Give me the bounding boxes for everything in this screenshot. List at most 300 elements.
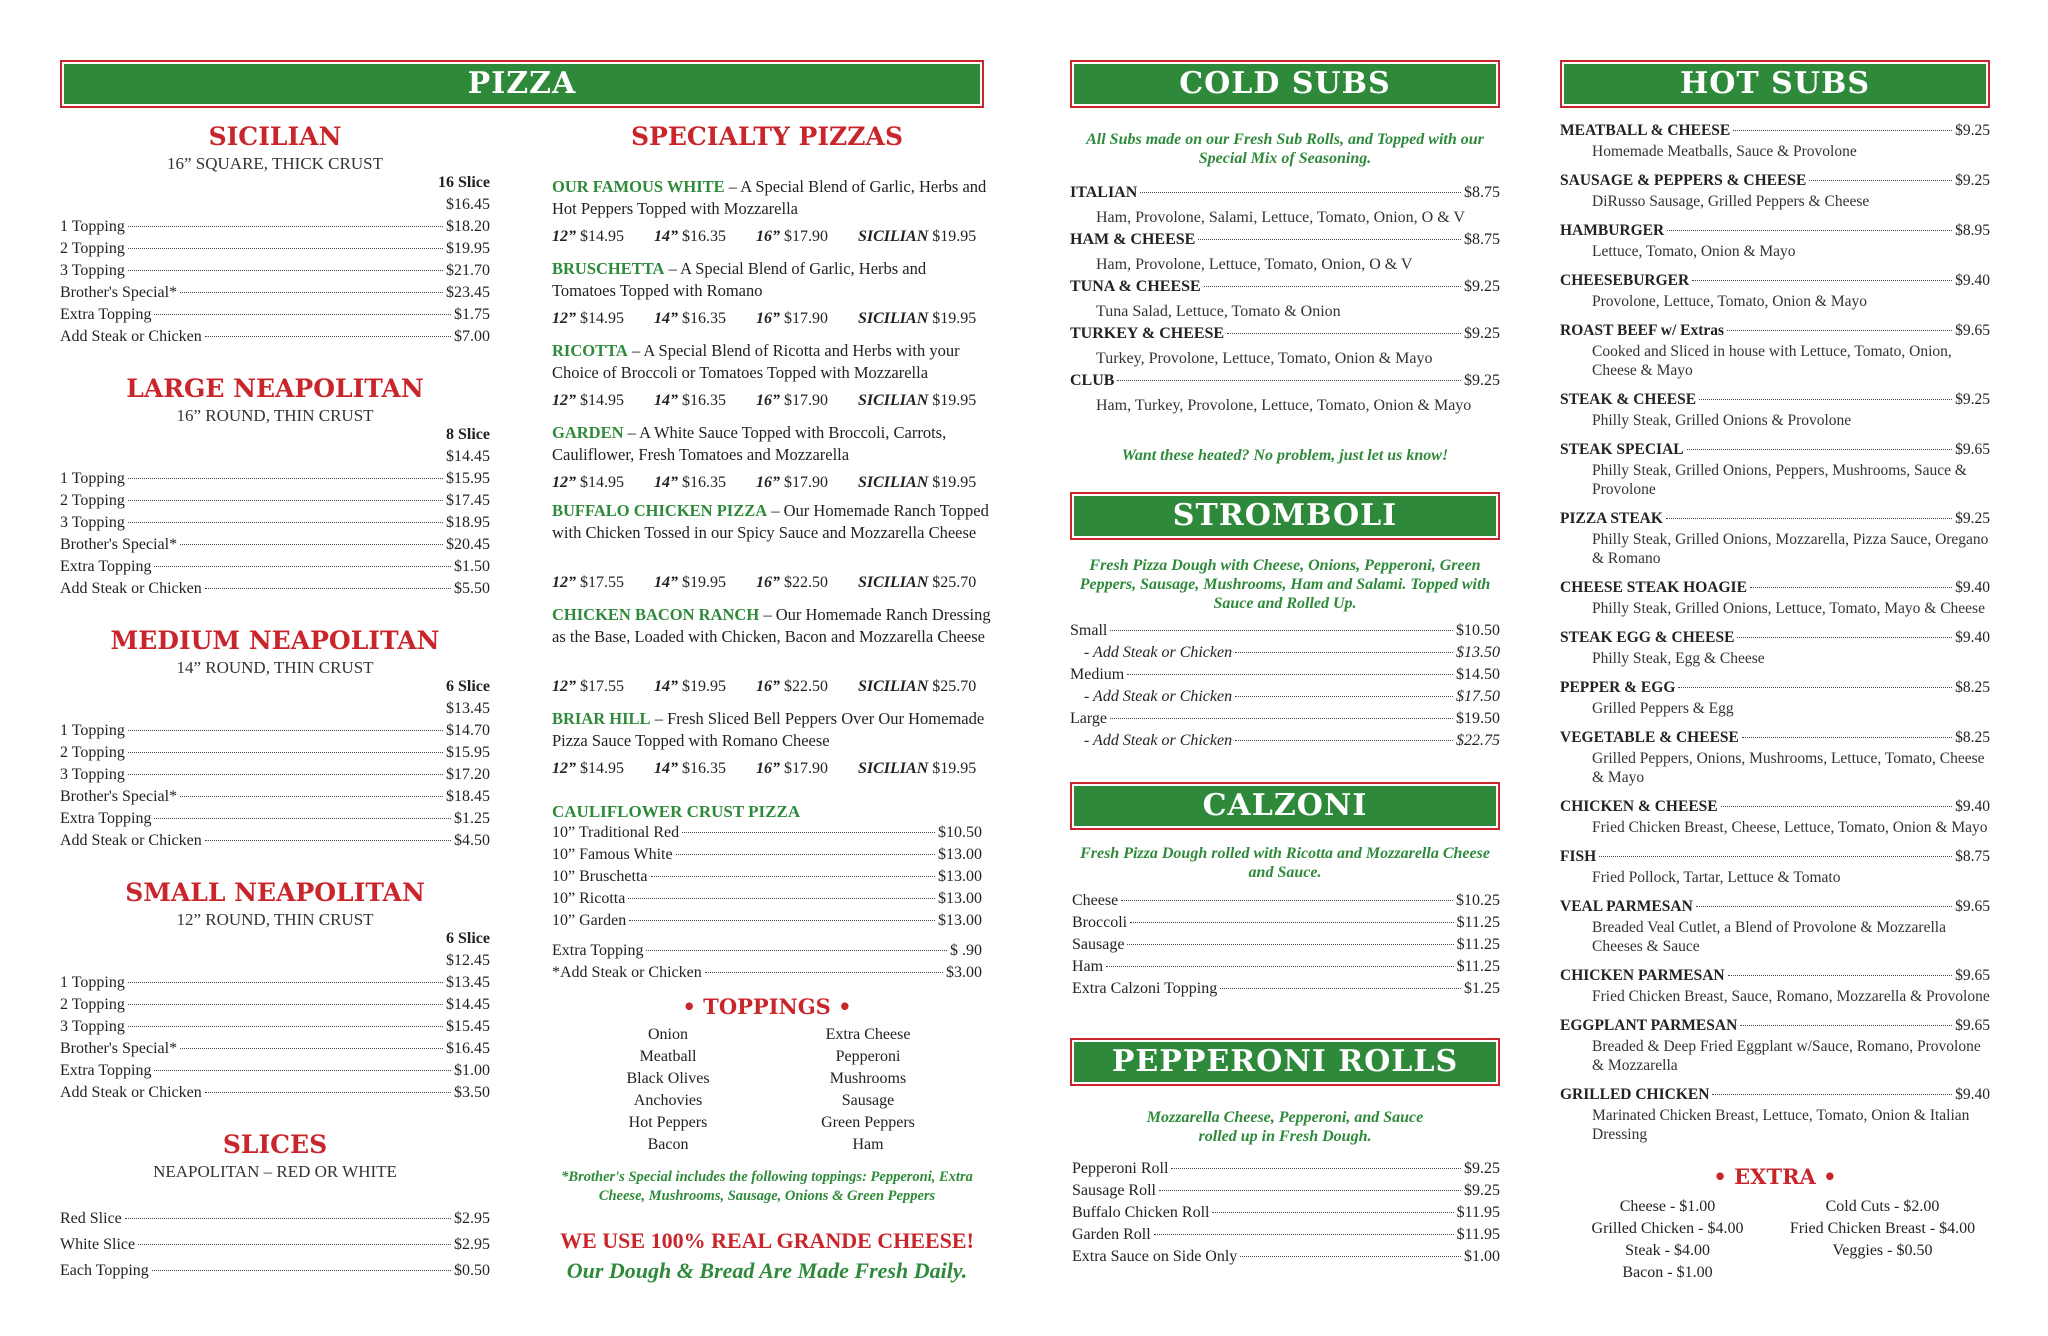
sicilian-row-price: $23.45 (446, 284, 490, 301)
specialty-price: $19.95 (932, 228, 977, 245)
specialty-price: $19.95 (682, 678, 726, 695)
sicilian-row-leader (180, 292, 443, 293)
small-row-label: Extra Topping (60, 1062, 152, 1079)
small-row-label: 3 Topping (60, 1018, 125, 1035)
specialty-size-label: SICILIAN (858, 474, 929, 491)
cauliflower-extra-row-label: Extra Topping (552, 942, 644, 959)
pepperoni-roll-row-label: Sausage Roll (1072, 1182, 1156, 1199)
large-row-label: 3 Topping (60, 514, 125, 531)
specialty-price: $17.55 (580, 574, 624, 591)
specialty-item-name: CHICKEN BACON RANCH (552, 605, 760, 624)
sicilian-row-leader (205, 336, 451, 337)
specialty-size-label: 14” (654, 392, 678, 409)
large-row-leader (154, 566, 451, 567)
cauliflower-row (552, 890, 982, 912)
medium-row-label: 2 Topping (60, 744, 125, 761)
specialty-item-prices (552, 228, 982, 246)
specialty-price: $16.35 (682, 392, 726, 409)
hot-sub-desc: Breaded & Deep Fried Eggplant w/Sauce, Romano, Provolone & Mozzarella (1592, 1038, 1981, 1074)
hot-sub-row (1560, 579, 1990, 601)
specialty-price: $17.90 (784, 310, 828, 327)
hot-sub-name: EGGPLANT PARMESAN (1560, 1017, 1738, 1034)
cauliflower-row-leader (629, 920, 935, 921)
pepperoni-roll-row-leader (1212, 1212, 1453, 1213)
stromboli-note: Fresh Pizza Dough with Cheese, Onions, Pepperoni, Green Peppers, Sausage, Mushrooms, Ham and Salami. Topped with Sauce and Rolled Up. (1079, 557, 1491, 612)
sicilian-row-price: $19.95 (446, 240, 490, 257)
stromboli-row-label: Small (1070, 622, 1108, 639)
specialty-item-prices (552, 392, 982, 410)
large-row-leader (180, 544, 443, 545)
specialty-size-label: 16” (756, 574, 780, 591)
medium-row-leader (154, 818, 451, 819)
pepperoni-roll-row-price: $11.95 (1456, 1204, 1500, 1221)
cold-sub-desc: Ham, Turkey, Provolone, Lettuce, Tomato, Onion & Mayo (1096, 397, 1472, 414)
cold-sub-row (1070, 278, 1500, 300)
specialty-price-cell (552, 310, 654, 328)
hot-sub-row (1560, 122, 1990, 144)
hot-sub-row (1560, 629, 1990, 651)
fresh-dough-note: Our Dough & Bread Are Made Fresh Daily. (566, 1258, 968, 1283)
hot-sub-desc: Philly Steak, Grilled Onions & Provolone (1592, 412, 1852, 429)
stromboli-row (1070, 622, 1500, 644)
small-row (60, 1018, 490, 1040)
calzoni-row (1072, 936, 1500, 958)
hot-sub-leader (1809, 180, 1952, 181)
specialty-price-cell (552, 760, 654, 778)
hot-sub-price: $8.25 (1955, 729, 1990, 746)
pepperoni-roll-row-leader (1159, 1190, 1461, 1191)
calzoni-row (1072, 914, 1500, 936)
large-row (60, 558, 490, 580)
small-title: SMALL NEAPOLITAN (125, 878, 425, 907)
extras-grid (1560, 1196, 1990, 1284)
small-row-label: Add Steak or Chicken (60, 1084, 202, 1101)
cauliflower-row-leader (651, 876, 935, 877)
hot-sub-row (1560, 798, 1990, 820)
stromboli-row (1084, 732, 1500, 754)
specialty-size-label: 16” (756, 678, 780, 695)
specialty-price: $17.90 (784, 228, 828, 245)
pepperoni-roll-row-price: $9.25 (1464, 1160, 1500, 1177)
hot-sub-leader (1599, 856, 1952, 857)
specialty-size-label: 12” (552, 392, 576, 409)
hot-subs-banner: HOT SUBS (1560, 60, 1990, 108)
pepperoni-roll-row-label: Extra Sauce on Side Only (1072, 1248, 1238, 1265)
cauliflower-row-price: $13.00 (938, 868, 982, 885)
medium-row-price: $14.70 (446, 722, 490, 739)
specialty-price-cell (756, 574, 858, 592)
toppings-title: • TOPPINGS • (682, 994, 852, 1019)
specialty-price: $16.35 (682, 760, 726, 777)
specialty-item-desc: – A Special Blend of Ricotta and Herbs with your Choice of Broccoli or Tomatoes Topped with Mozzarella (552, 341, 960, 382)
specialty-size-label: SICILIAN (858, 392, 929, 409)
sicilian-title: SICILIAN (208, 122, 342, 151)
hot-sub-price: $9.25 (1955, 391, 1990, 408)
topping-item: Sausage (841, 1092, 895, 1109)
calzoni-banner: CALZONI (1070, 782, 1500, 830)
toppings-grid (568, 1024, 968, 1156)
medium-row-price: $4.50 (454, 832, 490, 849)
hot-sub-desc: Fried Chicken Breast, Sauce, Romano, Mozzarella & Provolone (1592, 988, 1990, 1005)
specialty-price-cell (654, 228, 756, 246)
topping-item: Bacon (647, 1136, 689, 1153)
calzoni-row-label: Cheese (1072, 892, 1119, 909)
specialty-price-cell (654, 310, 756, 328)
small-row-price: $1.00 (454, 1062, 490, 1079)
small-row-leader (128, 982, 443, 983)
hot-sub-row (1560, 898, 1990, 920)
specialty-item-desc: – A Special Blend of Garlic, Herbs and Tomatoes Topped with Romano (552, 259, 927, 300)
calzoni-row-leader (1121, 900, 1453, 901)
specialty-size-label: 12” (552, 310, 576, 327)
calzoni-row-price: $11.25 (1456, 958, 1500, 975)
specialty-item-prices (552, 574, 982, 592)
hot-sub-leader (1678, 687, 1952, 688)
cauliflower-row-price: $13.00 (938, 846, 982, 863)
specialty-price-cell (654, 678, 756, 696)
medium-row (60, 722, 490, 744)
stromboli-row (1084, 688, 1500, 710)
cauliflower-row-price: $13.00 (938, 912, 982, 929)
pepperoni-roll-row (1072, 1160, 1500, 1182)
specialty-size-label: SICILIAN (858, 574, 929, 591)
specialty-item-name: OUR FAMOUS WHITE (552, 177, 725, 196)
cauliflower-title: CAULIFLOWER CRUST PIZZA (552, 802, 801, 821)
specialty-item-prices (552, 310, 982, 328)
stromboli-row-leader (1235, 740, 1453, 741)
hot-sub-row (1560, 679, 1990, 701)
specialty-item-desc: – Fresh Sliced Bell Peppers Over Our Homemade Pizza Sauce Topped with Romano Cheese (552, 709, 985, 750)
cauliflower-extra-row-price: $3.00 (946, 964, 982, 981)
hot-sub-leader (1692, 280, 1952, 281)
slice-row (60, 1236, 490, 1258)
hot-sub-leader (1712, 1094, 1952, 1095)
cauliflower-row (552, 912, 982, 934)
specialty-price: $25.70 (932, 678, 977, 695)
specialty-price: $22.50 (784, 678, 828, 695)
stromboli-row-leader (1235, 696, 1453, 697)
specialty-price-cell (756, 678, 858, 696)
calzoni-row-price: $10.25 (1456, 892, 1500, 909)
topping-item: Onion (648, 1026, 688, 1043)
hot-sub-desc: Breaded Veal Cutlet, a Blend of Provolone & Mozzarella Cheeses & Sauce (1592, 919, 1946, 955)
hot-sub-desc: Philly Steak, Grilled Onions, Peppers, Mushrooms, Sauce & Provolone (1592, 462, 1967, 498)
specialty-price-cell (858, 474, 982, 492)
hot-sub-row (1560, 322, 1990, 344)
specialty-item (552, 340, 992, 384)
slice-row-price: $2.95 (454, 1210, 490, 1227)
specialty-size-label: SICILIAN (858, 310, 929, 327)
specialty-item-name: RICOTTA (552, 341, 628, 360)
hot-sub-desc: DiRusso Sausage, Grilled Peppers & Cheese (1592, 193, 1870, 210)
medium-row-price: $15.95 (446, 744, 490, 761)
hot-sub-row (1560, 1086, 1990, 1108)
slice-row-leader (138, 1244, 451, 1245)
hot-sub-name: CHEESE STEAK HOAGIE (1560, 579, 1747, 596)
specialty-price: $17.90 (784, 760, 828, 777)
small-base-price: $12.45 (446, 952, 490, 969)
hot-sub-desc: Philly Steak, Grilled Onions, Mozzarella, Pizza Sauce, Oregano & Romano (1592, 531, 1989, 567)
specialty-price-cell (858, 228, 982, 246)
specialty-item-prices (552, 760, 982, 778)
calzoni-row-label: Ham (1072, 958, 1104, 975)
cold-subs-note: All Subs made on our Fresh Sub Rolls, and Topped with our Special Mix of Seasoning. (1086, 131, 1484, 167)
calzoni-row-leader (1106, 966, 1453, 967)
specialty-price: $16.35 (682, 310, 726, 327)
medium-row-price: $17.20 (446, 766, 490, 783)
pepperoni-roll-row-leader (1240, 1256, 1461, 1257)
small-row-leader (128, 1004, 443, 1005)
cold-sub-desc: Ham, Provolone, Salami, Lettuce, Tomato, Onion, O & V (1096, 209, 1465, 226)
small-row-leader (154, 1070, 451, 1071)
specialty-price: $22.50 (784, 574, 828, 591)
medium-row (60, 744, 490, 766)
specialty-price: $14.95 (580, 228, 624, 245)
medium-row (60, 766, 490, 788)
cold-sub-row (1070, 325, 1500, 347)
sicilian-row-label: 3 Topping (60, 262, 125, 279)
hot-sub-price: $9.40 (1955, 272, 1990, 289)
pepperoni-roll-row-price: $11.95 (1456, 1226, 1500, 1243)
specialty-price-cell (858, 574, 982, 592)
hot-sub-name: CHICKEN & CHEESE (1560, 798, 1718, 815)
extra-title: • EXTRA • (1713, 1164, 1837, 1189)
hot-sub-price: $8.95 (1955, 222, 1990, 239)
medium-row-label: 1 Topping (60, 722, 125, 739)
calzoni-note: Fresh Pizza Dough rolled with Ricotta and Mozzarella Cheese and Sauce. (1080, 845, 1490, 881)
large-row (60, 536, 490, 558)
cold-sub-price: $8.75 (1464, 231, 1500, 248)
sicilian-base-price: $16.45 (446, 196, 490, 213)
sicilian-row-leader (128, 248, 443, 249)
calzoni-row (1072, 892, 1500, 914)
hot-sub-price: $9.65 (1955, 441, 1990, 458)
cauliflower-row-label: 10” Garden (552, 912, 627, 929)
specialty-price: $25.70 (932, 574, 977, 591)
specialty-price: $14.95 (580, 310, 624, 327)
specialty-price-cell (654, 474, 756, 492)
sicilian-row (60, 262, 490, 284)
topping-item: Ham (852, 1136, 884, 1153)
cold-sub-price: $9.25 (1464, 325, 1500, 342)
specialty-price-cell (552, 678, 654, 696)
sicilian-row (60, 240, 490, 262)
cauliflower-row (552, 846, 982, 868)
hot-sub-price: $9.40 (1955, 798, 1990, 815)
pepperoni-roll-row-leader (1171, 1168, 1461, 1169)
specialty-item-prices (552, 474, 982, 492)
hot-sub-desc: Marinated Chicken Breast, Lettuce, Tomato, Onion & Italian Dressing (1592, 1107, 1970, 1143)
large-row-leader (128, 478, 443, 479)
specialty-size-label: 16” (756, 228, 780, 245)
cauliflower-row-label: 10” Bruschetta (552, 868, 648, 885)
small-row-price: $3.50 (454, 1084, 490, 1101)
large-row-price: $1.50 (454, 558, 490, 575)
sicilian-row-label: 2 Topping (60, 240, 125, 257)
heated-note: Want these heated? No problem, just let us know! (1121, 447, 1449, 464)
medium-row-leader (128, 730, 443, 731)
cauliflower-row-price: $13.00 (938, 890, 982, 907)
specialty-item-name: BUFFALO CHICKEN PIZZA (552, 501, 768, 520)
cold-sub-leader (1117, 380, 1461, 381)
cold-subs-banner: COLD SUBS (1070, 60, 1500, 108)
stromboli-row-price: $19.50 (1456, 710, 1500, 727)
specialty-size-label: 14” (654, 474, 678, 491)
pepperoni-roll-row-label: Pepperoni Roll (1072, 1160, 1169, 1177)
sicilian-row-label: Brother's Special* (60, 284, 178, 301)
specialty-price: $16.35 (682, 474, 726, 491)
hot-sub-desc: Fried Pollock, Tartar, Lettuce & Tomato (1592, 869, 1841, 886)
specialty-item (552, 500, 992, 544)
small-row (60, 1062, 490, 1084)
specialty-item (552, 258, 992, 302)
hot-sub-leader (1727, 330, 1952, 331)
specialty-item-name: BRIAR HILL (552, 709, 651, 728)
sicilian-row-leader (128, 270, 443, 271)
small-row-leader (180, 1048, 443, 1049)
hot-sub-leader (1728, 975, 1953, 976)
cauliflower-row-label: 10” Famous White (552, 846, 673, 863)
calzoni-row-price: $11.25 (1456, 914, 1500, 931)
calzoni-row-label: Broccoli (1072, 914, 1128, 931)
small-size-label: 6 Slice (446, 930, 490, 947)
specialty-price: $14.95 (580, 474, 624, 491)
extra-item: Steak - $4.00 (1625, 1242, 1710, 1259)
sicilian-size-label: 16 Slice (438, 174, 490, 191)
slice-row-label: Each Topping (60, 1262, 149, 1279)
slice-row-label: Red Slice (60, 1210, 122, 1227)
pepperoni-rolls-note: Mozzarella Cheese, Pepperoni, and Sauce rolled up in Fresh Dough. (1146, 1109, 1424, 1145)
extra-item: Cold Cuts - $2.00 (1825, 1198, 1940, 1215)
specialty-item-desc: – Our Homemade Ranch Dressing as the Base, Loaded with Chicken, Bacon and Mozzarella Cheese (552, 605, 991, 646)
sicilian-row-price: $21.70 (446, 262, 490, 279)
large-row-label: 2 Topping (60, 492, 125, 509)
specialty-price-cell (858, 678, 982, 696)
small-row-leader (128, 1026, 443, 1027)
stromboli-row-label: Medium (1070, 666, 1125, 683)
extra-item: Fried Chicken Breast - $4.00 (1789, 1220, 1976, 1237)
specialty-size-label: 12” (552, 678, 576, 695)
specialty-size-label: 16” (756, 760, 780, 777)
cauliflower-extra-row (552, 964, 982, 986)
cold-sub-row (1070, 184, 1500, 206)
sicilian-row-label: 1 Topping (60, 218, 125, 235)
pepperoni-roll-row-price: $9.25 (1464, 1182, 1500, 1199)
hot-sub-desc: Philly Steak, Egg & Cheese (1592, 650, 1765, 667)
calzoni-row-leader (1220, 988, 1461, 989)
calzoni-row (1072, 980, 1500, 1002)
stromboli-row-price: $17.50 (1456, 688, 1500, 705)
medium-row-price: $1.25 (454, 810, 490, 827)
slice-row-leader (152, 1270, 451, 1271)
large-row-label: Brother's Special* (60, 536, 178, 553)
large-row-price: $15.95 (446, 470, 490, 487)
specialty-price: $16.35 (682, 228, 726, 245)
specialty-price: $19.95 (682, 574, 726, 591)
cold-sub-leader (1227, 333, 1461, 334)
specialty-price: $19.95 (932, 310, 977, 327)
cold-sub-row (1070, 231, 1500, 253)
small-row-label: Brother's Special* (60, 1040, 178, 1057)
small-row-price: $13.45 (446, 974, 490, 991)
hot-sub-leader (1733, 130, 1952, 131)
hot-sub-name: PEPPER & EGG (1560, 679, 1676, 696)
extra-item: Veggies - $0.50 (1832, 1242, 1933, 1259)
specialty-price-cell (756, 392, 858, 410)
stromboli-row-label: Large (1070, 710, 1108, 727)
specialty-size-label: 16” (756, 310, 780, 327)
cold-sub-price: $9.25 (1464, 372, 1500, 389)
hot-sub-price: $8.75 (1955, 848, 1990, 865)
topping-item: Meatball (639, 1048, 697, 1065)
large-row-price: $20.45 (446, 536, 490, 553)
sicilian-subtitle: 16” SQUARE, THICK CRUST (167, 154, 383, 173)
pepperoni-roll-row (1072, 1226, 1500, 1248)
cold-sub-name: CLUB (1070, 372, 1115, 389)
hot-sub-leader (1737, 637, 1952, 638)
hot-sub-leader (1750, 587, 1952, 588)
stromboli-row-price: $13.50 (1456, 644, 1500, 661)
hot-sub-name: GRILLED CHICKEN (1560, 1086, 1710, 1103)
hot-sub-price: $9.40 (1955, 1086, 1990, 1103)
specialty-size-label: 12” (552, 760, 576, 777)
topping-item: Hot Peppers (628, 1114, 708, 1131)
specialty-size-label: 12” (552, 474, 576, 491)
calzoni-row-label: Sausage (1072, 936, 1125, 953)
cauliflower-extra-row-price: $ .90 (950, 942, 982, 959)
medium-row-price: $18.45 (446, 788, 490, 805)
specialty-size-label: SICILIAN (858, 678, 929, 695)
slice-row (60, 1262, 490, 1284)
cauliflower-row-price: $10.50 (938, 824, 982, 841)
large-row-label: Extra Topping (60, 558, 152, 575)
medium-subtitle: 14” ROUND, THIN CRUST (176, 658, 374, 677)
stromboli-row-price: $22.75 (1456, 732, 1500, 749)
cauliflower-extra-row (552, 942, 982, 964)
sicilian-row-label: Extra Topping (60, 306, 152, 323)
specialty-size-label: 12” (552, 574, 576, 591)
medium-row-label: Add Steak or Chicken (60, 832, 202, 849)
hot-sub-price: $9.25 (1955, 172, 1990, 189)
hot-sub-desc: Lettuce, Tomato, Onion & Mayo (1592, 243, 1796, 260)
sicilian-row-price: $18.20 (446, 218, 490, 235)
large-row-price: $17.45 (446, 492, 490, 509)
cauliflower-row-leader (628, 898, 935, 899)
specialty-item-desc: – A Special Blend of Garlic, Herbs and Hot Peppers Topped with Mozzarella (552, 177, 987, 218)
small-row-label: 2 Topping (60, 996, 125, 1013)
specialty-size-label: 14” (654, 574, 678, 591)
large-row (60, 580, 490, 602)
stromboli-row (1070, 710, 1500, 732)
pizza-banner: PIZZA (60, 60, 984, 108)
large-row-leader (205, 588, 451, 589)
medium-row-leader (128, 752, 443, 753)
hot-sub-name: FISH (1560, 848, 1597, 865)
cold-sub-row (1070, 372, 1500, 394)
specialty-price: $17.55 (580, 678, 624, 695)
small-row-price: $16.45 (446, 1040, 490, 1057)
specialty-price-cell (552, 392, 654, 410)
pepperoni-roll-row-price: $1.00 (1464, 1248, 1500, 1265)
calzoni-row-label: Extra Calzoni Topping (1072, 980, 1218, 997)
hot-sub-desc: Cooked and Sliced in house with Lettuce, Tomato, Onion, Cheese & Mayo (1592, 343, 1952, 379)
specialty-price-cell (858, 392, 982, 410)
pepperoni-roll-row-label: Garden Roll (1072, 1226, 1151, 1243)
sicilian-row-leader (128, 226, 443, 227)
hot-sub-row (1560, 441, 1990, 463)
cauliflower-extra-row-leader (705, 972, 943, 973)
cauliflower-row-label: 10” Ricotta (552, 890, 626, 907)
